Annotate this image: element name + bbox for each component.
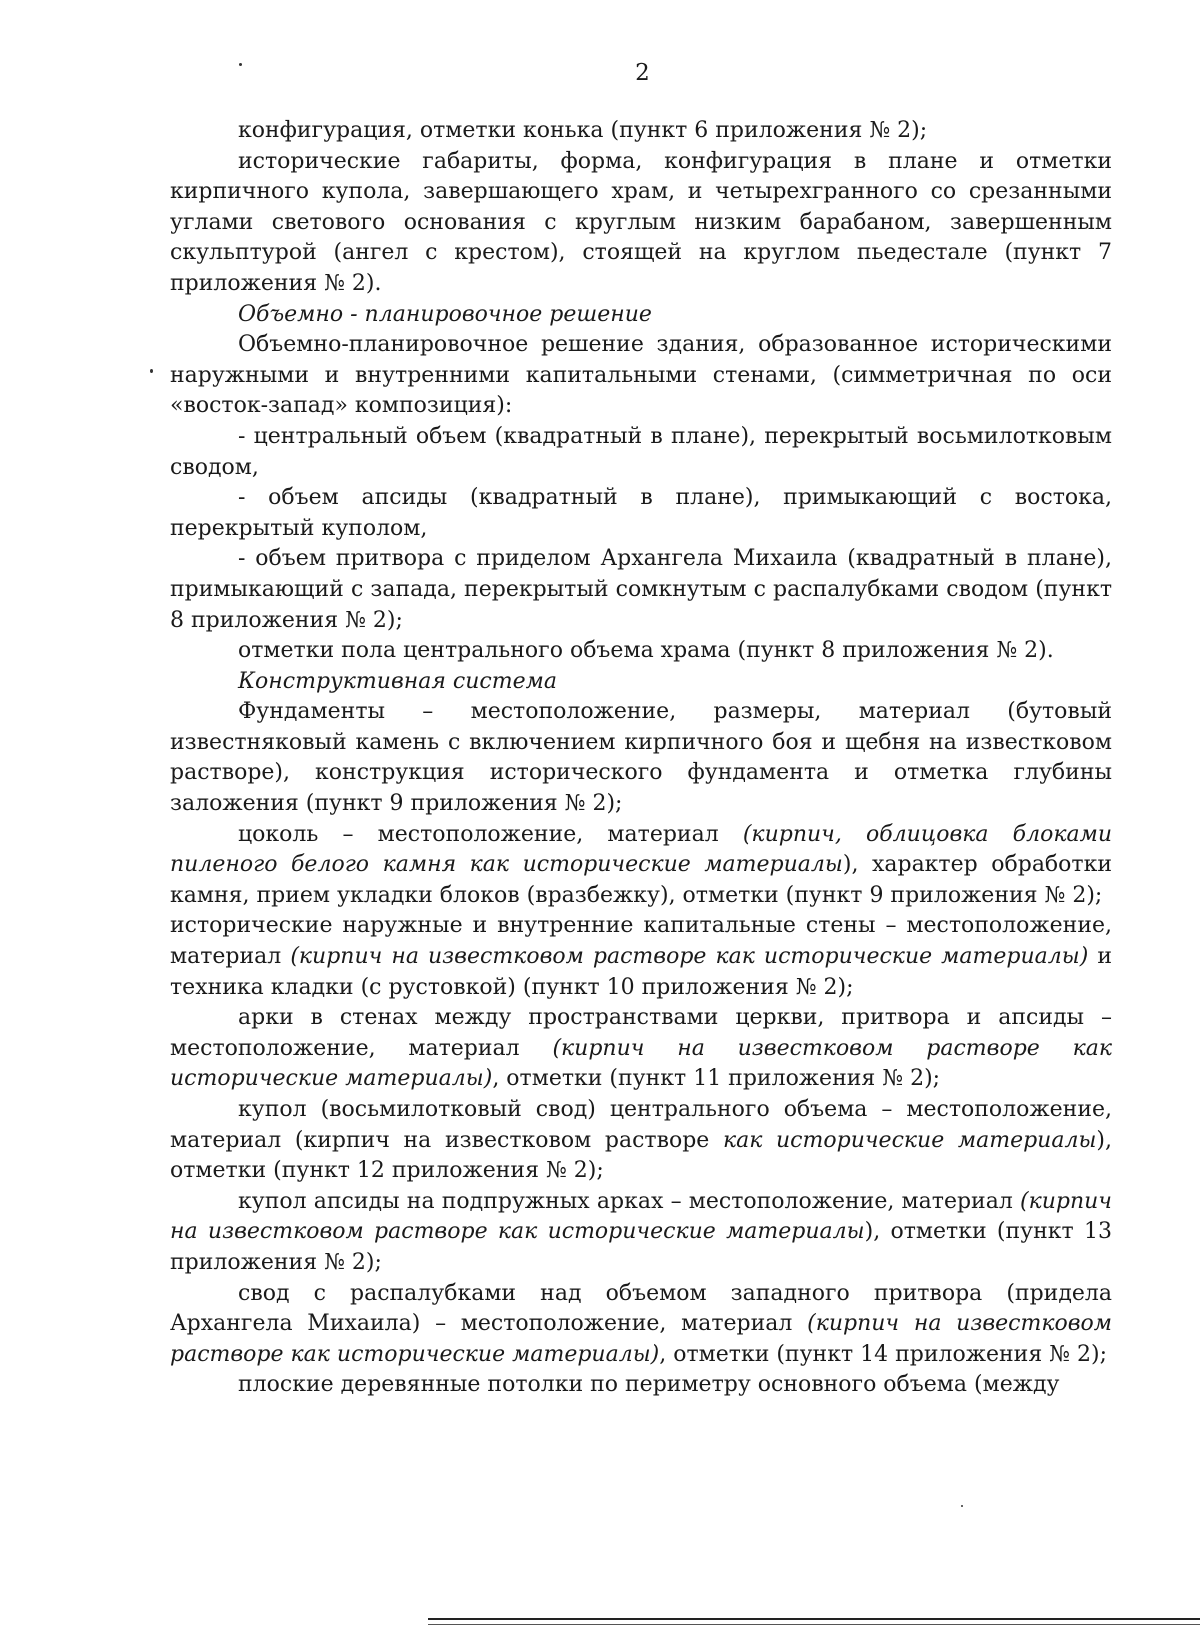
italic-text: как исторические материалы <box>722 1127 1097 1153</box>
paragraph <box>170 636 1112 667</box>
text-run: конфигурация, отметки конька (пункт 6 приложения № 2); <box>238 118 928 143</box>
paragraph <box>170 911 1112 1003</box>
text-run: , отметки (пункт 14 приложения № 2); <box>659 1341 1107 1367</box>
paragraph <box>170 697 1112 819</box>
text-run: исторические габариты, форма, конфигурация в плане и отметки кирпичного купола, завершающего храм, и четырехгранного со срезанными углами светового основания с круглым низким барабаном, завершенным скульптурой (ангел с крестом), стоящей на круглом пьедестале (пункт 7 приложения № 2). <box>170 148 1112 296</box>
italic-text: (кирпич на известковом растворе как исторические материалы) <box>170 1311 1113 1367</box>
paragraph <box>170 1003 1112 1095</box>
text-run: цоколь – местоположение, материал <box>238 821 743 847</box>
text-run: - объем апсиды (квадратный в плане), примыкающий с востока, перекрытый куполом, <box>170 485 1112 541</box>
text-run: , отметки (пункт 11 приложения № 2); <box>492 1066 941 1092</box>
text-run: - центральный объем (квадратный в плане), перекрытый восьмилотковым сводом, <box>170 423 1112 480</box>
text-run: ), отметки (пункт 13 приложения № 2); <box>170 1219 1112 1275</box>
paragraph <box>170 116 1112 147</box>
italic-text: (кирпич на известковом растворе как исторические материалы) <box>170 1035 1112 1092</box>
paragraph <box>170 544 1112 636</box>
text-run: Объемно - планировочное решение <box>238 301 652 327</box>
text-run: плоские деревянные потолки по периметру основного объема (между <box>238 1372 1060 1398</box>
text-run: арки в стенах между пространствами церкви, притвора и апсиды – местоположение, материал <box>170 1005 1112 1061</box>
text-run: исторические наружные и внутренние капитальные стены – местоположение, материал <box>170 913 1112 970</box>
text-run: свод с распалубками над объемом западного притвора (придела Архангела Михаила) – местоположение, материал <box>170 1280 1112 1337</box>
section-heading <box>170 667 1112 698</box>
section-heading <box>170 300 1112 331</box>
italic-text: (кирпич, облицовка блоками пиленого белого камня как исторические материалы <box>170 821 1113 878</box>
italic-text: (кирпич на известковом растворе как исторические материалы) <box>290 944 1089 970</box>
bottom-divider <box>428 1618 1200 1620</box>
paragraph <box>170 1279 1112 1371</box>
paragraph <box>170 1187 1112 1279</box>
text-run: купол апсиды на подпружных арках – местоположение, материал <box>238 1188 1020 1214</box>
document-body <box>170 116 1112 1401</box>
italic-text: (кирпич на известковом растворе как исторические материалы <box>170 1188 1112 1245</box>
text-run: Конструктивная система <box>238 668 557 694</box>
text-run: купол (восьмилотковый свод) центрального объема – местоположение, материал (кирпич на известковом растворе <box>170 1097 1112 1153</box>
text-run: и техника кладки (с рустовкой) (пункт 10 приложения № 2); <box>170 944 1113 1000</box>
text-run: Объемно-планировочное решение здания, образованное историческими наружными и внутренними капитальными стенами, (симметричная по оси «восток-запад» композиция): <box>170 332 1112 419</box>
paragraph <box>170 330 1112 422</box>
bottom-divider-thin <box>428 1624 1200 1625</box>
paragraph <box>170 147 1112 300</box>
text-run: - объем притвора с приделом Архангела Михаила (квадратный в плане), примыкающий с запада, перекрытый сомкнутым с распалубками сводом (пункт 8 приложения № 2); <box>170 546 1112 633</box>
page-number: 2 <box>635 60 650 86</box>
text-run: Фундаменты – местоположение, размеры, материал (бутовый известняковый камень с включением кирпичного боя и щебня на известковом растворе), конструкция исторического фундамента и отметка глубины заложения (пункт 9 приложения № 2); <box>170 699 1112 817</box>
text-run: ), характер обработки камня, прием укладки блоков (вразбежку), отметки (пункт 9 приложения № 2); <box>170 852 1113 908</box>
scan-speck <box>961 1505 963 1507</box>
paragraph <box>170 483 1112 544</box>
scan-speck <box>150 369 153 373</box>
text-run: ), отметки (пункт 12 приложения № 2); <box>170 1127 1112 1184</box>
paragraph <box>170 1370 1112 1401</box>
paragraph <box>170 1095 1112 1187</box>
paragraph <box>170 820 1112 912</box>
paragraph <box>170 422 1112 483</box>
text-run: отметки пола центрального объема храма (пункт 8 приложения № 2). <box>238 638 1054 664</box>
scan-speck <box>239 63 242 66</box>
